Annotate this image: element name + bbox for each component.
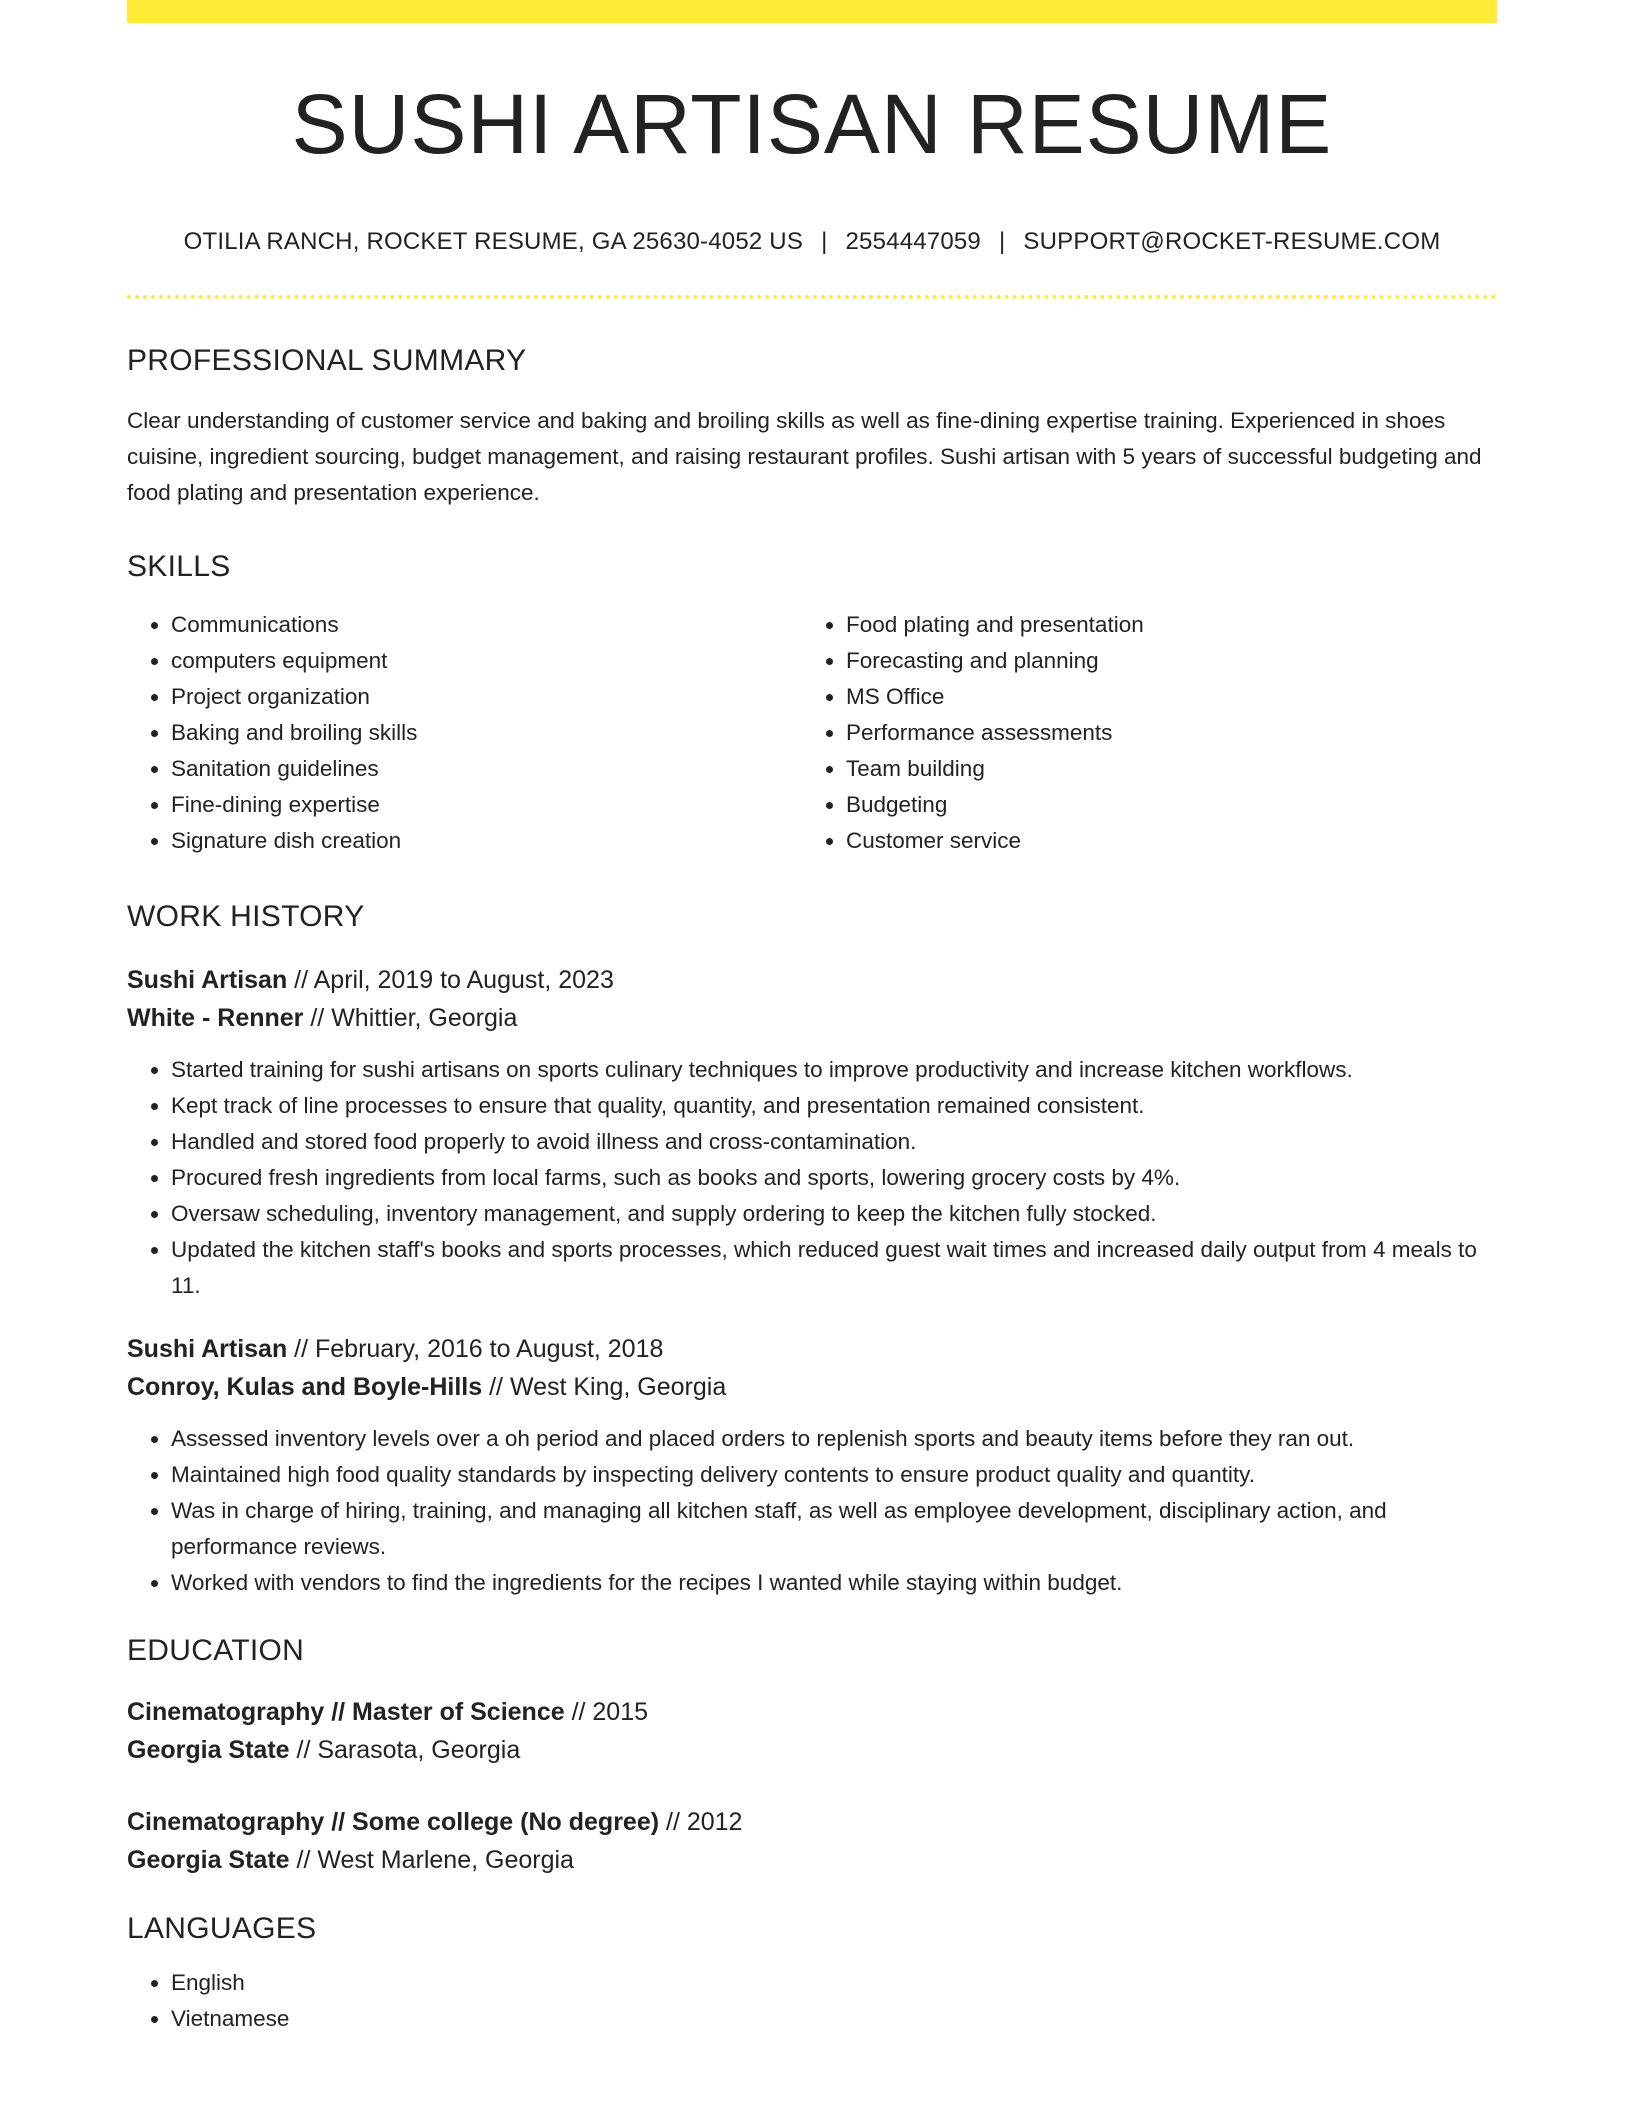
languages-heading: LANGUAGES bbox=[127, 1912, 317, 1945]
contact-line bbox=[127, 230, 1497, 254]
job-bullet: • Maintained high food quality standards by inspecting delivery contents to ensure product quality and quantity. bbox=[171, 1457, 1497, 1493]
skills-list bbox=[127, 607, 1497, 859]
education-location: // West Marlene, Georgia bbox=[289, 1846, 574, 1874]
job-bullet: • Kept track of line processes to ensure that quality, quantity, and presentation remained consistent. bbox=[171, 1088, 1497, 1124]
job-bullet: • Assessed inventory levels over a oh period and placed orders to replenish sports and beauty items before they ran out. bbox=[171, 1421, 1497, 1457]
skill-item: • Forecasting and planning bbox=[846, 643, 1477, 679]
job-bullet: • Worked with vendors to find the ingredients for the recipes I wanted while staying within budget. bbox=[171, 1565, 1497, 1601]
job-title: Sushi Artisan bbox=[127, 1335, 288, 1363]
job-company: White - Renner bbox=[127, 1004, 304, 1032]
job-company-line bbox=[127, 999, 1497, 1037]
job-location: // West King, Georgia bbox=[482, 1373, 727, 1401]
job-bullet: • Handled and stored food properly to avoid illness and cross-contamination. bbox=[171, 1124, 1497, 1160]
job-location: // Whittier, Georgia bbox=[303, 1004, 518, 1032]
job-bullet: • Started training for sushi artisans on sports culinary techniques to improve productivity and increase kitchen workflows. bbox=[171, 1052, 1497, 1088]
job-dates: // April, 2019 to August, 2023 bbox=[287, 966, 614, 994]
job-title-line bbox=[127, 961, 1497, 999]
job-dates: // February, 2016 to August, 2018 bbox=[287, 1335, 664, 1363]
job-entry bbox=[127, 1330, 1497, 1601]
job-bullets bbox=[127, 1421, 1497, 1601]
contact-email: SUPPORT@ROCKET-RESUME.COM bbox=[1023, 228, 1441, 255]
skill-item: • Team building bbox=[846, 751, 1477, 787]
skill-item: • Project organization bbox=[171, 679, 802, 715]
education-location: // Sarasota, Georgia bbox=[289, 1736, 521, 1764]
job-title-line bbox=[127, 1330, 1497, 1368]
work-history-heading: WORK HISTORY bbox=[127, 900, 365, 933]
summary-heading: PROFESSIONAL SUMMARY bbox=[127, 344, 527, 377]
language-item: • English bbox=[171, 1965, 1497, 2001]
skill-item: • MS Office bbox=[846, 679, 1477, 715]
skill-item: • computers equipment bbox=[171, 643, 802, 679]
job-company-line bbox=[127, 1368, 1497, 1406]
skill-item: • Performance assessments bbox=[846, 715, 1477, 751]
summary-text: Clear understanding of customer service and baking and broiling skills as well as fine-dining expertise training. Experienced in shoes cuisine, ingredient sourcing, budget management, and raising restaurant profiles. Sushi artisan with 5 years of successful budgeting and food plating and presentation experience. bbox=[127, 408, 1482, 505]
skill-item: • Communications bbox=[171, 607, 802, 643]
resume-page bbox=[127, 0, 1497, 2037]
education-year: // 2012 bbox=[659, 1808, 743, 1836]
dotted-divider bbox=[127, 295, 1497, 299]
resume-title: SUSHI ARTISAN RESUME bbox=[291, 77, 1333, 171]
education-school-line bbox=[127, 1731, 1497, 1769]
skill-item: • Baking and broiling skills bbox=[171, 715, 802, 751]
skills-heading: SKILLS bbox=[127, 550, 231, 583]
education-degree: Cinematography // Master of Science bbox=[127, 1698, 565, 1726]
job-entry bbox=[127, 961, 1497, 1304]
education-school: Georgia State bbox=[127, 1846, 290, 1874]
accent-top-bar bbox=[127, 0, 1497, 23]
education-degree-line bbox=[127, 1693, 1497, 1731]
skills-column-right bbox=[802, 607, 1477, 859]
contact-address: OTILIA RANCH, ROCKET RESUME, GA 25630-4052 US bbox=[183, 228, 804, 255]
contact-phone: 2554447059 bbox=[845, 228, 981, 255]
skills-column-left bbox=[127, 607, 802, 859]
job-bullets bbox=[127, 1052, 1497, 1304]
job-bullet: • Oversaw scheduling, inventory management, and supply ordering to keep the kitchen fully stocked. bbox=[171, 1196, 1497, 1232]
education-entry bbox=[127, 1803, 1497, 1879]
job-bullet: • Updated the kitchen staff's books and sports processes, which reduced guest wait times and increased daily output from 4 meals to 11. bbox=[171, 1232, 1497, 1304]
skill-item: • Budgeting bbox=[846, 787, 1477, 823]
job-bullet: • Was in charge of hiring, training, and managing all kitchen staff, as well as employee development, disciplinary action, and performance reviews. bbox=[171, 1493, 1497, 1565]
skill-item: • Signature dish creation bbox=[171, 823, 802, 859]
languages-list bbox=[127, 1965, 1497, 2037]
language-item: • Vietnamese bbox=[171, 2001, 1497, 2037]
skill-item: • Sanitation guidelines bbox=[171, 751, 802, 787]
education-school-line bbox=[127, 1841, 1497, 1879]
education-heading: EDUCATION bbox=[127, 1634, 305, 1667]
job-bullet: • Procured fresh ingredients from local farms, such as books and sports, lowering grocery costs by 4%. bbox=[171, 1160, 1497, 1196]
education-school: Georgia State bbox=[127, 1736, 290, 1764]
education-year: // 2015 bbox=[564, 1698, 649, 1726]
job-title: Sushi Artisan bbox=[127, 966, 288, 994]
skill-item: • Food plating and presentation bbox=[846, 607, 1477, 643]
education-entry bbox=[127, 1693, 1497, 1769]
education-degree-line bbox=[127, 1803, 1497, 1841]
contact-separator: | bbox=[998, 228, 1006, 255]
education-degree: Cinematography // Some college (No degree) bbox=[127, 1808, 660, 1836]
skill-item: • Fine-dining expertise bbox=[171, 787, 802, 823]
job-company: Conroy, Kulas and Boyle-Hills bbox=[127, 1373, 483, 1401]
contact-separator: | bbox=[821, 228, 828, 255]
skill-item: • Customer service bbox=[846, 823, 1477, 859]
